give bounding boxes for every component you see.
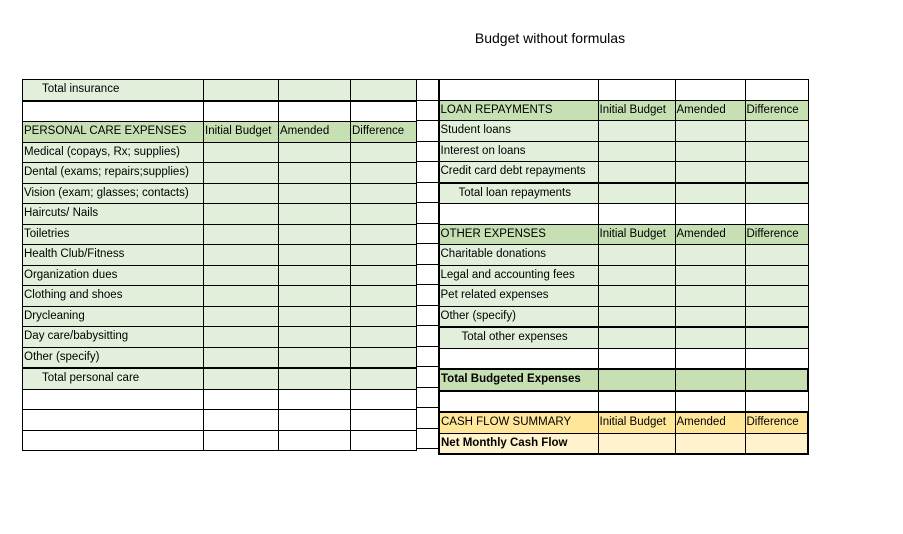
header-amended: Amended — [675, 224, 745, 245]
cell[interactable] — [417, 80, 439, 101]
row-label: Haircuts/ Nails — [23, 204, 204, 225]
header-difference: Difference — [745, 100, 808, 121]
net-cash-flow-label: Net Monthly Cash Flow — [439, 433, 598, 454]
cell[interactable] — [351, 389, 417, 410]
table-row — [439, 162, 808, 183]
cell[interactable] — [351, 142, 417, 163]
cell[interactable] — [204, 101, 279, 122]
header-amended: Amended — [279, 122, 351, 143]
cell[interactable] — [598, 265, 675, 286]
cell[interactable] — [279, 368, 351, 389]
cell[interactable] — [439, 391, 598, 413]
sheet-title: Budget without formulas — [474, 30, 626, 46]
cell[interactable] — [279, 347, 351, 368]
cell[interactable] — [417, 100, 439, 121]
cell[interactable] — [417, 162, 439, 183]
cell[interactable] — [417, 182, 439, 203]
table-row — [439, 245, 808, 266]
row-label: Clothing and shoes — [23, 286, 204, 307]
cell[interactable] — [439, 80, 598, 101]
cell[interactable] — [23, 389, 204, 410]
cell[interactable] — [675, 369, 745, 391]
cell[interactable] — [598, 80, 675, 101]
cell[interactable] — [23, 430, 204, 451]
cell[interactable] — [675, 121, 745, 142]
row-label: Pet related expenses — [439, 286, 598, 307]
cell[interactable] — [439, 348, 598, 369]
cell[interactable] — [351, 368, 417, 389]
header-difference: Difference — [745, 412, 808, 433]
cell[interactable] — [351, 204, 417, 225]
cell[interactable] — [675, 391, 745, 413]
table-row — [439, 306, 808, 327]
header-initial-budget: Initial Budget — [204, 122, 279, 143]
cell[interactable] — [204, 245, 279, 266]
cell[interactable] — [598, 204, 675, 225]
cell[interactable] — [675, 306, 745, 327]
cell[interactable] — [351, 306, 417, 327]
cell[interactable] — [745, 306, 808, 327]
cell[interactable] — [745, 433, 808, 454]
total-insurance-row — [23, 80, 417, 101]
cell[interactable] — [417, 264, 439, 285]
net-cash-flow-row — [439, 433, 808, 454]
cell[interactable] — [417, 244, 439, 265]
table-row — [23, 347, 417, 368]
cell[interactable] — [675, 348, 745, 369]
empty-row — [439, 80, 808, 101]
empty-row — [439, 348, 808, 369]
total-other-label: Total other expenses — [439, 327, 598, 348]
cell[interactable] — [204, 347, 279, 368]
cell[interactable] — [279, 224, 351, 245]
cell[interactable] — [745, 245, 808, 266]
cell[interactable] — [745, 183, 808, 204]
header-initial-budget: Initial Budget — [598, 100, 675, 121]
cell[interactable] — [417, 121, 439, 142]
row-label: Interest on loans — [439, 141, 598, 162]
cell[interactable] — [598, 121, 675, 142]
cell[interactable] — [279, 410, 351, 431]
table-row — [439, 121, 808, 142]
cell[interactable] — [351, 286, 417, 307]
row-label: Drycleaning — [23, 306, 204, 327]
cell[interactable] — [204, 80, 279, 101]
cell[interactable] — [745, 80, 808, 101]
cell[interactable] — [598, 391, 675, 413]
empty-row — [439, 204, 808, 225]
cell[interactable] — [23, 410, 204, 431]
cell[interactable] — [417, 367, 439, 388]
row-label: Day care/babysitting — [23, 327, 204, 348]
table-row — [23, 327, 417, 348]
cell[interactable] — [675, 265, 745, 286]
cell[interactable] — [675, 80, 745, 101]
row-label: Other (specify) — [439, 306, 598, 327]
cell[interactable] — [417, 408, 439, 429]
total-personal-care-row — [23, 368, 417, 389]
personal-care-header-row — [23, 122, 417, 143]
cell[interactable] — [279, 163, 351, 184]
cell[interactable] — [745, 369, 808, 391]
cell[interactable] — [675, 141, 745, 162]
cell[interactable] — [204, 142, 279, 163]
header-difference: Difference — [351, 122, 417, 143]
row-label: Other (specify) — [23, 347, 204, 368]
header-initial-budget: Initial Budget — [598, 412, 675, 433]
cell[interactable] — [204, 306, 279, 327]
empty-row — [23, 101, 417, 122]
cell[interactable] — [417, 305, 439, 326]
cell[interactable] — [598, 327, 675, 348]
cell[interactable] — [279, 142, 351, 163]
cell[interactable] — [279, 245, 351, 266]
cell[interactable] — [745, 141, 808, 162]
cell[interactable] — [351, 183, 417, 204]
empty-row — [23, 430, 417, 451]
spacer-column — [416, 79, 439, 449]
total-loan-label: Total loan repayments — [439, 183, 598, 204]
table-row — [23, 245, 417, 266]
cell[interactable] — [279, 306, 351, 327]
empty-row — [439, 391, 808, 413]
table-row — [23, 286, 417, 307]
cell[interactable] — [417, 387, 439, 408]
cell[interactable] — [598, 306, 675, 327]
cell[interactable] — [204, 389, 279, 410]
row-label: Health Club/Fitness — [23, 245, 204, 266]
cell[interactable] — [351, 80, 417, 101]
cell[interactable] — [417, 285, 439, 306]
header-difference: Difference — [745, 224, 808, 245]
cell[interactable] — [279, 327, 351, 348]
total-insurance-label: Total insurance — [23, 80, 204, 101]
cell[interactable] — [204, 410, 279, 431]
cell[interactable] — [351, 101, 417, 122]
total-other-row — [439, 327, 808, 348]
other-header-row — [439, 224, 808, 245]
table-row — [439, 265, 808, 286]
cell[interactable] — [279, 101, 351, 122]
cell[interactable] — [417, 223, 439, 244]
cell[interactable] — [351, 410, 417, 431]
row-label: Charitable donations — [439, 245, 598, 266]
cell[interactable] — [23, 101, 204, 122]
cell[interactable] — [279, 430, 351, 451]
other-section-title: OTHER EXPENSES — [439, 224, 598, 245]
table-row — [23, 183, 417, 204]
total-loan-row — [439, 183, 808, 204]
loan-section-title: LOAN REPAYMENTS — [439, 100, 598, 121]
cell[interactable] — [417, 203, 439, 224]
empty-row — [23, 410, 417, 431]
cell[interactable] — [204, 204, 279, 225]
cell[interactable] — [598, 141, 675, 162]
table-row — [23, 306, 417, 327]
header-amended: Amended — [675, 412, 745, 433]
row-label: Vision (exam; glasses; contacts) — [23, 183, 204, 204]
cell[interactable] — [745, 204, 808, 225]
table-row — [23, 204, 417, 225]
cell[interactable] — [204, 224, 279, 245]
row-label: Medical (copays, Rx; supplies) — [23, 142, 204, 163]
cell[interactable] — [417, 346, 439, 367]
cell[interactable] — [417, 326, 439, 347]
cell[interactable] — [279, 265, 351, 286]
cell[interactable] — [279, 80, 351, 101]
cell[interactable] — [351, 245, 417, 266]
cell[interactable] — [675, 245, 745, 266]
row-label: Organization dues — [23, 265, 204, 286]
cell[interactable] — [351, 347, 417, 368]
cell[interactable] — [417, 141, 439, 162]
total-personal-care-label: Total personal care — [23, 368, 204, 389]
cell[interactable] — [204, 327, 279, 348]
header-initial-budget: Initial Budget — [598, 224, 675, 245]
total-budgeted-row — [439, 369, 808, 391]
cell[interactable] — [675, 433, 745, 454]
cell[interactable] — [279, 183, 351, 204]
cell[interactable] — [745, 286, 808, 307]
cell[interactable] — [598, 433, 675, 454]
cash-flow-section-title: CASH FLOW SUMMARY — [439, 412, 598, 433]
empty-row — [23, 389, 417, 410]
cell[interactable] — [204, 183, 279, 204]
cell[interactable] — [745, 265, 808, 286]
cell[interactable] — [598, 245, 675, 266]
cell[interactable] — [351, 163, 417, 184]
loan-header-row — [439, 100, 808, 121]
cell[interactable] — [204, 286, 279, 307]
cell[interactable] — [598, 369, 675, 391]
cell[interactable] — [745, 327, 808, 348]
cell[interactable] — [598, 162, 675, 183]
header-amended: Amended — [675, 100, 745, 121]
total-budgeted-label: Total Budgeted Expenses — [439, 369, 598, 391]
cell[interactable] — [675, 204, 745, 225]
cell[interactable] — [279, 286, 351, 307]
cell[interactable] — [417, 428, 439, 449]
table-row — [23, 265, 417, 286]
loans-other-table — [438, 79, 809, 455]
row-label: Legal and accounting fees — [439, 265, 598, 286]
cell[interactable] — [204, 163, 279, 184]
cell[interactable] — [675, 286, 745, 307]
cash-flow-header-row — [439, 412, 808, 433]
cell[interactable] — [675, 162, 745, 183]
table-row — [23, 163, 417, 184]
cell[interactable] — [204, 430, 279, 451]
table-row — [23, 142, 417, 163]
cell[interactable] — [745, 391, 808, 413]
cell[interactable] — [675, 327, 745, 348]
cell[interactable] — [351, 224, 417, 245]
cell[interactable] — [598, 286, 675, 307]
cell[interactable] — [598, 348, 675, 369]
table-row — [439, 286, 808, 307]
table-row — [23, 224, 417, 245]
cell[interactable] — [279, 389, 351, 410]
cell[interactable] — [439, 204, 598, 225]
cell[interactable] — [351, 265, 417, 286]
table-row — [439, 141, 808, 162]
cell[interactable] — [745, 348, 808, 369]
row-label: Credit card debt repayments — [439, 162, 598, 183]
cell[interactable] — [675, 183, 745, 204]
cell[interactable] — [204, 368, 279, 389]
cell[interactable] — [745, 121, 808, 142]
row-label: Student loans — [439, 121, 598, 142]
cell[interactable] — [204, 265, 279, 286]
row-label: Dental (exams; repairs;supplies) — [23, 163, 204, 184]
cell[interactable] — [351, 327, 417, 348]
section-title: PERSONAL CARE EXPENSES — [23, 122, 204, 143]
row-label: Toiletries — [23, 224, 204, 245]
cell[interactable] — [745, 162, 808, 183]
cell[interactable] — [351, 430, 417, 451]
cell[interactable] — [279, 204, 351, 225]
personal-care-table — [22, 79, 417, 451]
cell[interactable] — [598, 183, 675, 204]
